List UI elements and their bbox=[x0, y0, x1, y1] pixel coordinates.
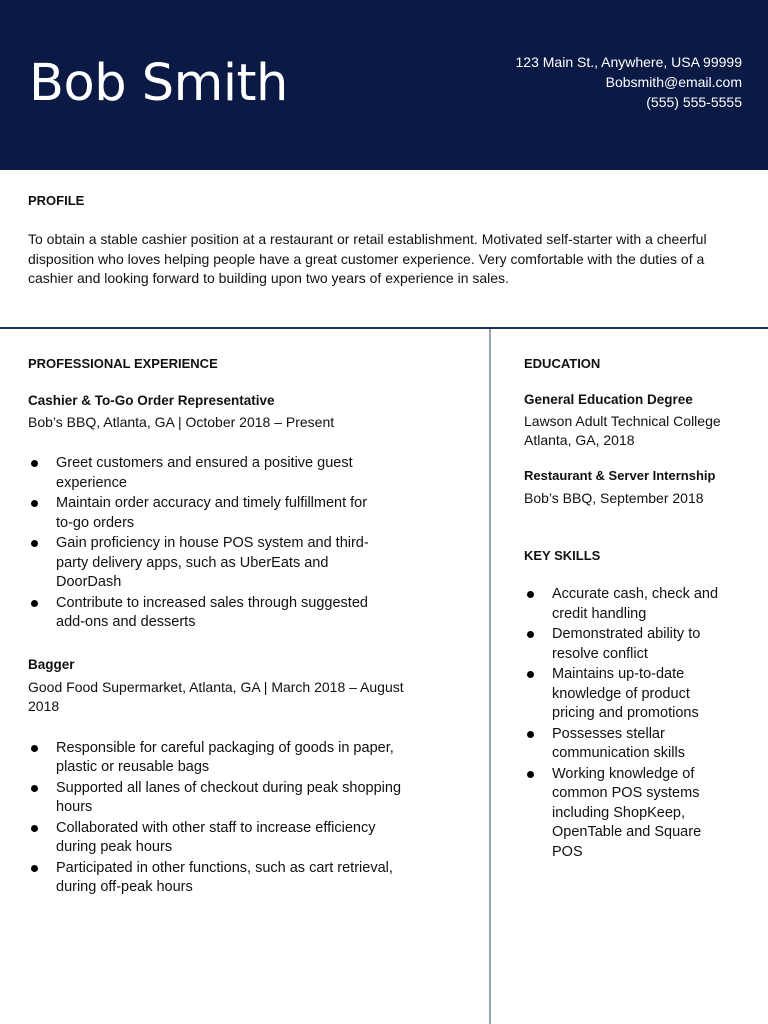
list-item: Responsible for careful packaging of goods in paper, plastic or reusable bags bbox=[28, 739, 418, 778]
list-item: Possesses stellar communication skills bbox=[524, 725, 720, 764]
school-location-date: Atlanta, GA, 2018 bbox=[524, 432, 635, 448]
list-item: Maintain order accuracy and timely fulfillment for to-go orders bbox=[28, 494, 388, 533]
job-meta: Bob’s BBQ, Atlanta, GA | October 2018 – Present bbox=[28, 414, 335, 430]
list-item: Supported all lanes of checkout during peak shopping hours bbox=[28, 779, 418, 818]
phone-text: (555) 555-5555 bbox=[646, 94, 742, 110]
contact-info bbox=[516, 52, 742, 112]
list-item: Greet customers and ensured a positive guest experience bbox=[28, 454, 388, 493]
column-divider bbox=[489, 329, 491, 1024]
job-title: Cashier & To-Go Order Representative bbox=[28, 393, 275, 408]
internship-title: Restaurant & Server Internship bbox=[524, 468, 716, 483]
school-name: Lawson Adult Technical College bbox=[524, 413, 721, 429]
list-item: Demonstrated ability to resolve conflict bbox=[524, 625, 720, 664]
list-item: Contribute to increased sales through suggested add-ons and desserts bbox=[28, 594, 388, 633]
candidate-name: Bob Smith bbox=[29, 54, 288, 113]
job-bullet-list bbox=[28, 454, 388, 633]
degree-title: General Education Degree bbox=[524, 392, 693, 407]
list-item: Maintains up-to-date knowledge of product pricing and promotions bbox=[524, 665, 720, 724]
address-text: 123 Main St., Anywhere, USA 99999 bbox=[515, 54, 742, 70]
internship-meta: Bob’s BBQ, September 2018 bbox=[524, 490, 704, 506]
list-item: Collaborated with other staff to increase efficiency during peak hours bbox=[28, 819, 418, 858]
skills-heading: KEY SKILLS bbox=[524, 548, 601, 563]
education-heading: EDUCATION bbox=[524, 356, 601, 371]
profile-heading: PROFILE bbox=[28, 193, 85, 208]
job-title: Bagger bbox=[28, 656, 75, 672]
section-divider bbox=[0, 327, 768, 329]
resume-header bbox=[0, 0, 768, 170]
experience-column bbox=[28, 356, 428, 899]
email-text: Bobsmith@email.com bbox=[605, 74, 742, 90]
sidebar-column bbox=[524, 356, 750, 863]
profile-text: To obtain a stable cashier position at a restaurant or retail establishment. Motivated self-starter with a cheerful disposition who loves helping people have a great customer experience. Very comfortable with the duties of a cashier and looking forward to building upon two years of experience in sales. bbox=[28, 231, 707, 286]
experience-heading: PROFESSIONAL EXPERIENCE bbox=[28, 356, 218, 371]
job-bullet-list bbox=[28, 739, 418, 898]
job-meta: Good Food Supermarket, Atlanta, GA | March 2018 – August 2018 bbox=[28, 678, 404, 714]
list-item: Participated in other functions, such as cart retrieval, during off-peak hours bbox=[28, 859, 418, 898]
list-item: Working knowledge of common POS systems including ShopKeep, OpenTable and Square POS bbox=[524, 765, 720, 863]
list-item: Gain proficiency in house POS system and third-party delivery apps, such as UberEats and DoorDash bbox=[28, 534, 388, 593]
list-item: Accurate cash, check and credit handling bbox=[524, 585, 720, 624]
skills-list bbox=[524, 585, 720, 862]
